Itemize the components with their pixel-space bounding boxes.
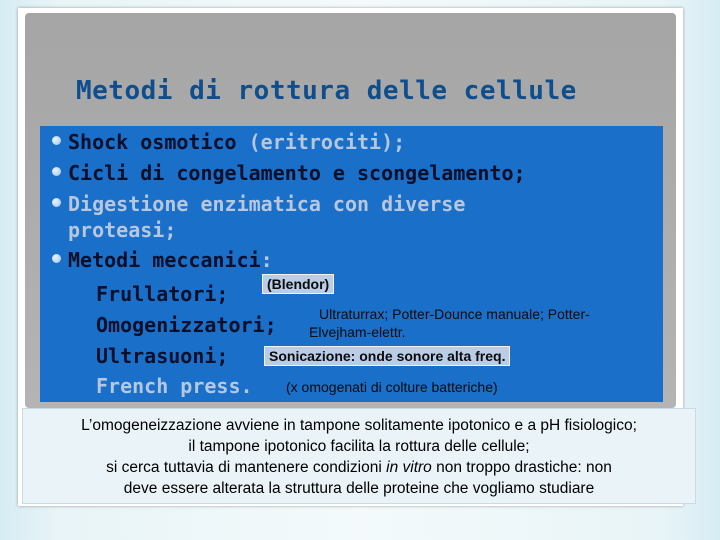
sub-item-french-press: French press. <box>96 374 253 398</box>
sub-item-frullatori: Frullatori; <box>96 282 229 306</box>
bullet-main-text: Metodi meccanici <box>68 248 261 272</box>
footer-line-3-a: si cerca tuttavia di mantenere condizioni <box>106 459 387 476</box>
footer-note <box>22 408 696 504</box>
bullet-dot <box>52 167 61 176</box>
footer-line-3-b: non troppo drastiche: non <box>431 459 612 476</box>
bullet-extra-text: (eritrociti); <box>248 130 406 154</box>
callout-french: (x omogenati di colture batteriche) <box>282 378 502 396</box>
callout-omogenizzatori <box>306 298 662 344</box>
slide-title: Metodi di rottura delle cellule <box>76 76 577 106</box>
footer-line-2: il tampone ipotonico facilita la rottura delle cellule; <box>188 438 530 455</box>
bullet-shock-osmotico <box>68 130 405 154</box>
callout-omogenizzatori-line1: Ultraturrax; Potter-Dounce manuale; Potter- <box>319 306 590 322</box>
bullet-extra-text: : <box>260 248 273 272</box>
footer-line-4: deve essere alterata la struttura delle proteine che vogliamo studiare <box>123 480 595 497</box>
bullet-digestione: Digestione enzimatica con diverse <box>68 192 466 216</box>
bullet-dot <box>52 198 61 207</box>
bullet-dot <box>52 136 61 145</box>
footer-line-1: L’omogeneizzazione avviene in tampone solitamente ipotonico e a pH fisiologico; <box>81 417 637 434</box>
sub-item-ultrasuoni: Ultrasuoni; <box>96 344 229 368</box>
bullet-dot <box>52 254 61 263</box>
footer-text <box>23 415 695 499</box>
bullet-metodi-meccanici <box>68 248 273 272</box>
sub-item-omogenizzatori: Omogenizzatori; <box>96 313 277 337</box>
callout-omogenizzatori-line2: Elvejham-elettr. <box>309 324 406 340</box>
footer-line-3-em: in vitro <box>386 459 432 476</box>
bullet-digestione-cont: proteasi; <box>68 218 177 242</box>
bullet-cicli: Cicli di congelamento e scongelamento; <box>68 161 526 185</box>
callout-sonicazione: Sonicazione: onde sonore alta freq. <box>264 346 510 366</box>
bullet-main-text: Shock osmotico <box>68 130 237 154</box>
footer-line-3 <box>23 457 695 478</box>
callout-blendor: (Blendor) <box>262 274 334 294</box>
